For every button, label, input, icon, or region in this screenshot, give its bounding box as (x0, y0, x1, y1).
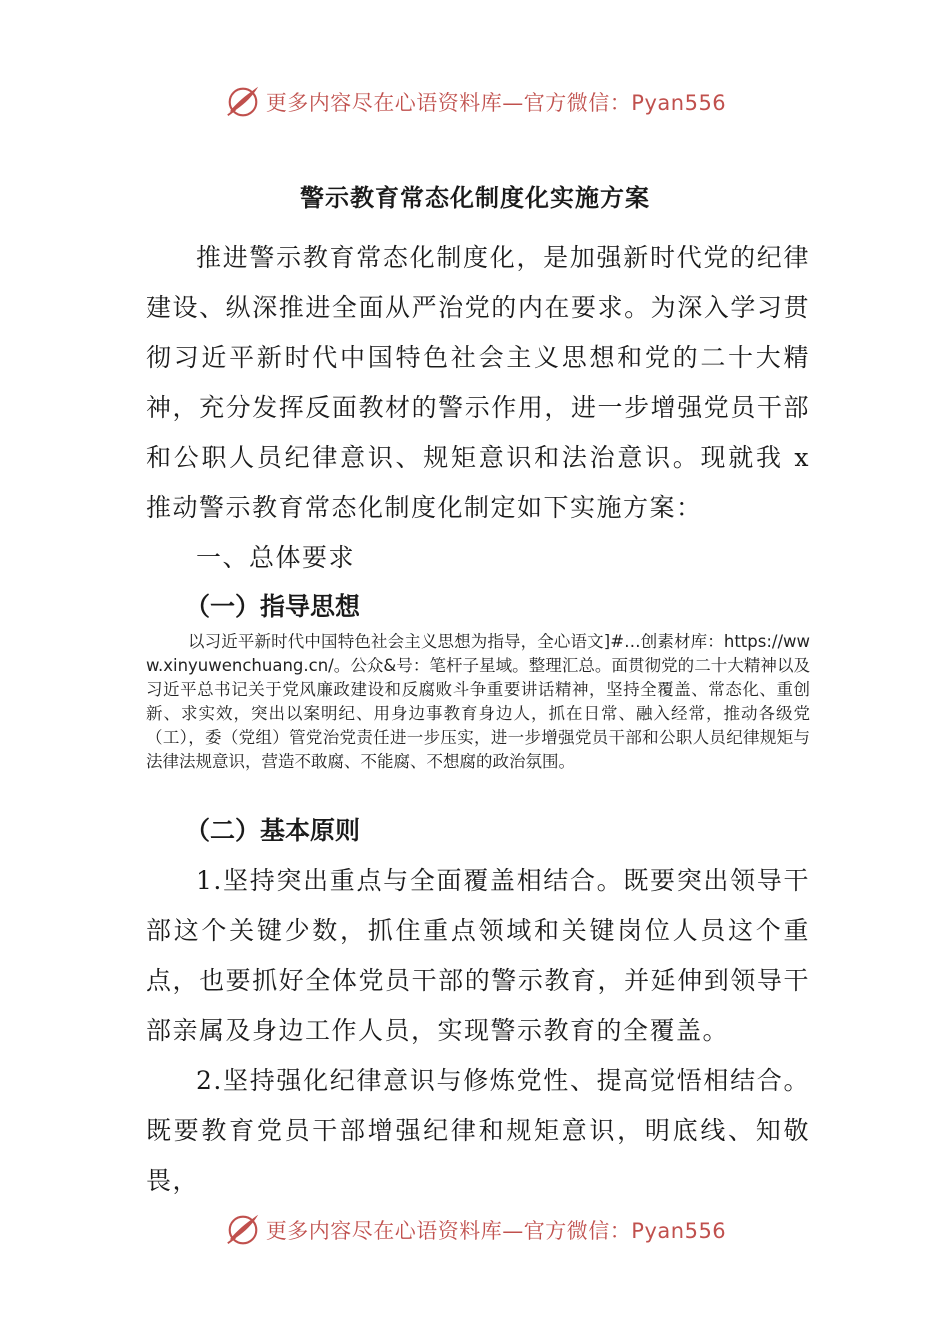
guiding-ideology-paragraph: 以习近平新时代中国特色社会主义思想为指导，全心语文]#…创素材库：https://www.xinyuwenchuang.cn/。公众&号：笔杆子星域。整理汇总。面贯彻党的二十大精神以及习近平总书记关于党风廉政建设和反腐败斗争重要讲话精神，坚持全覆盖、常态化、重创新、求实效，突出以案明纪、用身边事教育身边人，抓在日常、融入经常，推动各级党（工），委（党组）管党治党责任进一步压实，进一步增强党员干部和公职人员纪律规矩与法律法规意识，营造不敢腐、不能腐、不想腐的政治氛围。 (146, 632, 810, 771)
banner-text: 更多内容尽在心语资料库—官方微信：Pyan556 (265, 1219, 727, 1243)
quill-pen-logo-icon (224, 1211, 262, 1249)
subheading-basic-principles: （二）基本原则 (185, 816, 361, 845)
section-heading-general-requirements: 一、总体要求 (196, 543, 356, 572)
quill-pen-logo-icon (224, 83, 262, 121)
principle-1-paragraph: 1.坚持突出重点与全面覆盖相结合。既要突出领导干部这个关键少数，抓住重点领域和关键岗位人员这个重点，也要抓好全体党员干部的警示教育，并延伸到领导干部亲属及身边工作人员，实现警示教育的全覆盖。 (146, 866, 810, 1045)
banner-text: 更多内容尽在心语资料库—官方微信：Pyan556 (265, 91, 727, 115)
page-title: 警示教育常态化制度化实施方案 (300, 183, 650, 212)
footer-banner (0, 1208, 950, 1252)
intro-paragraph: 推进警示教育常态化制度化，是加强新时代党的纪律建设、纵深推进全面从严治党的内在要求。为深入学习贯彻习近平新时代中国特色社会主义思想和党的二十大精神，充分发挥反面教材的警示作用，进一步增强党员干部和公职人员纪律意识、规矩意识和法治意识。现就我 x 推动警示教育常态化制度化制定如下实施方案： (146, 243, 810, 522)
subheading-guiding-ideology: （一）指导思想 (185, 592, 361, 621)
principle-2-paragraph: 2.坚持强化纪律意识与修炼党性、提高觉悟相结合。既要教育党员干部增强纪律和规矩意识，明底线、知敬畏， (146, 1066, 810, 1195)
header-banner (0, 80, 950, 124)
